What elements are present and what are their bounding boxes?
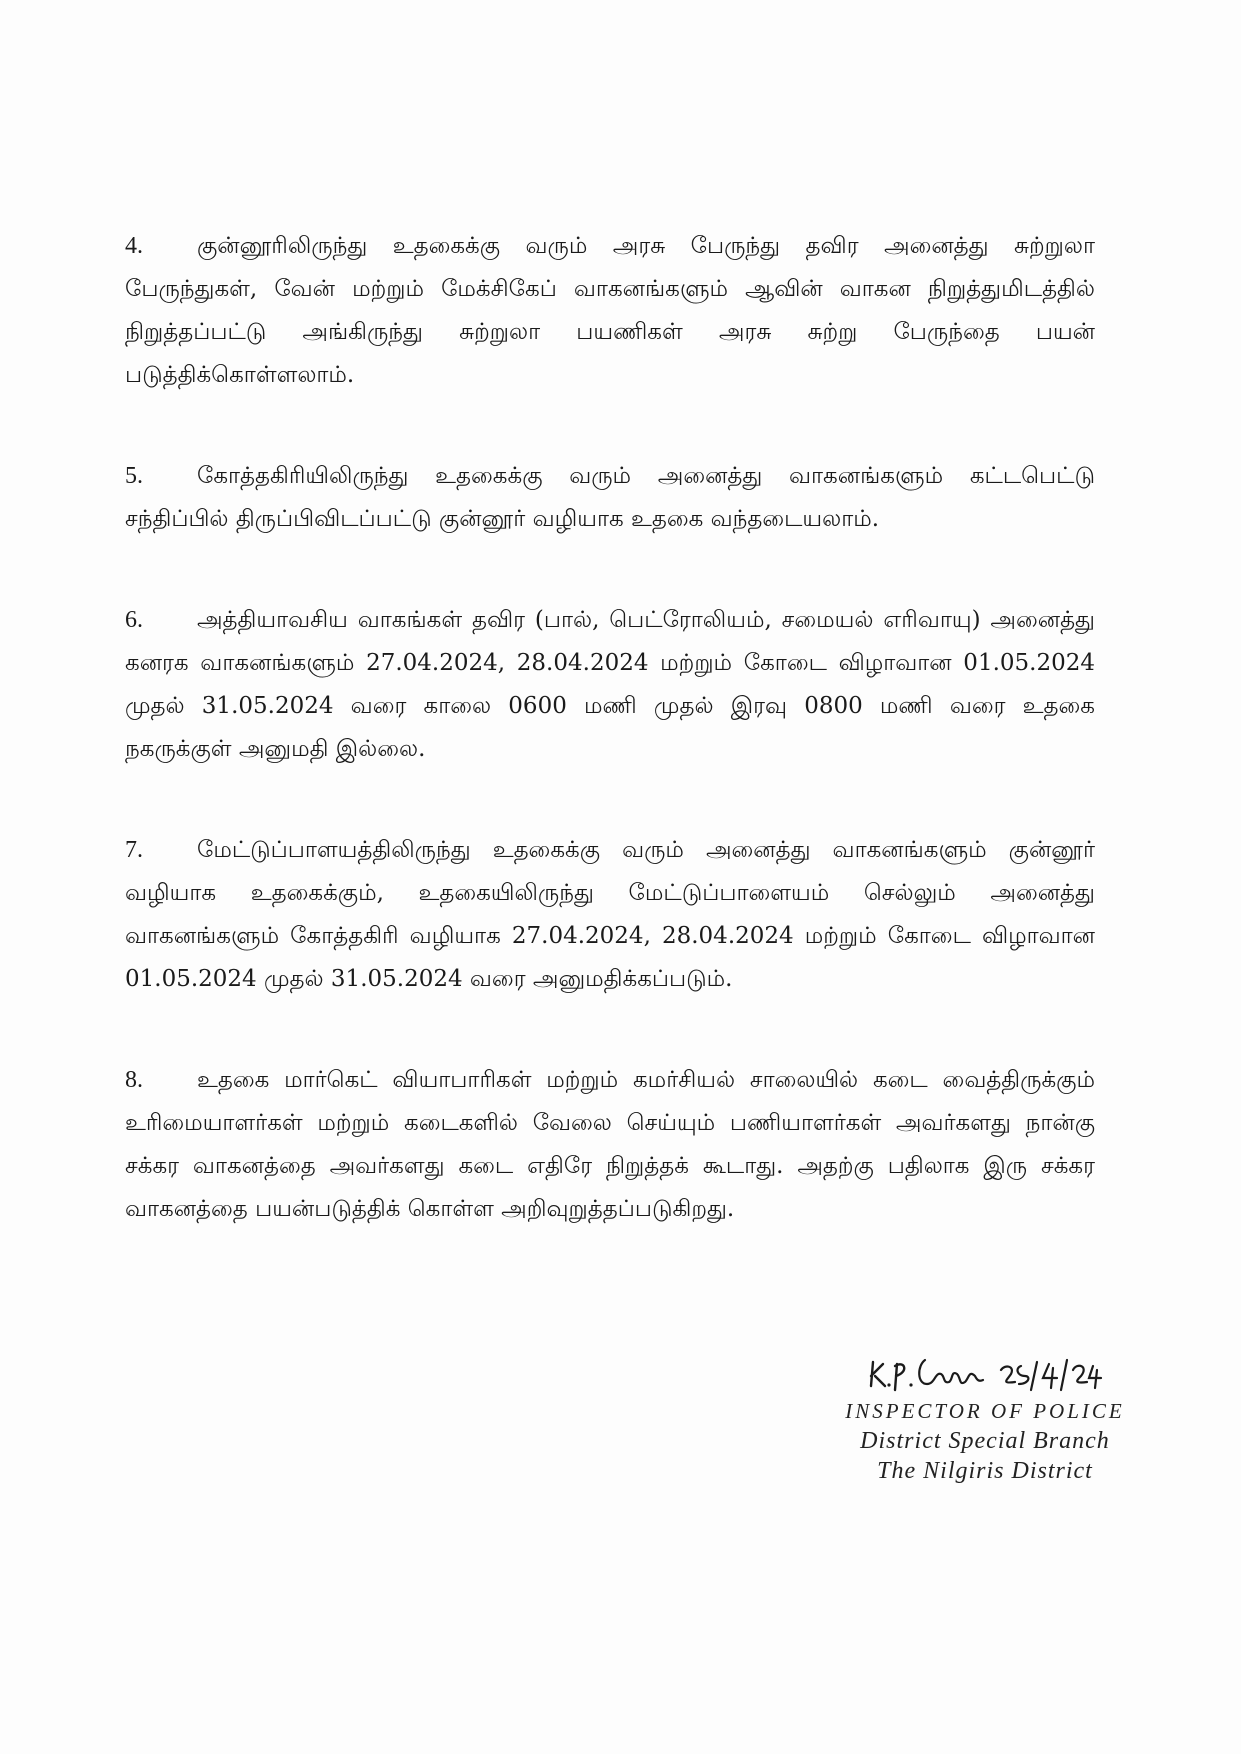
paragraph-5 [125,455,1095,541]
paragraph-6 [125,599,1095,771]
paragraph-number: 4. [125,233,143,259]
paragraph-number: 6. [125,607,143,633]
paragraph-number: 8. [125,1067,143,1093]
signatory-district: The Nilgiris District [877,1458,1093,1484]
paragraph-text: குன்னூரிலிருந்து உதகைக்கு வரும் அரசு பேருந்து தவிர அனைத்து சுற்றுலா பேருந்துகள், வேன் மற்றும் மேக்சிகேப் வாகனங்களும் ஆவின் வாகன நிறுத்துமிடத்தில் நிறுத்தப்பட்டு அங்கிருந்து சுற்றுலா பயணிகள் அரசு சுற்று பேருந்தை பயன் படுத்திக்கொள்ளலாம். [125,233,1095,388]
paragraph-text: உதகை மார்கெட் வியாபாரிகள் மற்றும் கமர்சியல் சாலையில் கடை வைத்திருக்கும் உரிமையாளர்கள் மற்றும் கடைகளில் வேலை செய்யும் பணியாளர்கள் அவர்களது நான்கு சக்கர வாகனத்தை அவர்களது கடை எதிரே நிறுத்தக் கூடாது. அதற்கு பதிலாக இரு சக்கர வாகனத்தை பயன்படுத்திக் கொள்ள அறிவுறுத்தப்படுகிறது. [125,1067,1095,1222]
signatory-unit: District Special Branch [860,1428,1110,1454]
paragraph-number: 7. [125,837,143,863]
signatory-title: INSPECTOR OF POLICE [845,1399,1125,1423]
paragraph-text: மேட்டுப்பாளயத்திலிருந்து உதகைக்கு வரும் அனைத்து வாகனங்களும் குன்னூர் வழியாக உதகைக்கும், உதகையிலிருந்து மேட்டுப்பாளையம் செல்லும் அனைத்து வாகனங்களும் கோத்தகிரி வழியாக 27.04.2024, 28.04.2024 மற்றும் கோடை விழாவான 01.05.2024 முதல் 31.05.2024 வரை அனுமதிக்கப்படும். [125,837,1095,992]
document-body [125,225,1095,1295]
paragraph-number: 5. [125,463,143,489]
paragraph-8 [125,1059,1095,1231]
handwritten-signature [835,1350,1135,1396]
paragraph-4 [125,225,1095,397]
paragraph-7 [125,829,1095,1001]
signature-scribble-icon [865,1350,1105,1396]
paragraph-text: கோத்தகிரியிலிருந்து உதகைக்கு வரும் அனைத்து வாகனங்களும் கட்டபெட்டு சந்திப்பில் திருப்பிவிடப்பட்டு குன்னூர் வழியாக உதகை வந்தடையலாம். [125,463,1095,532]
signature-block [835,1350,1135,1486]
paragraph-text: அத்தியாவசிய வாகங்கள் தவிர (பால், பெட்ரோலியம், சமையல் எரிவாயு) அனைத்து கனரக வாகனங்களும் 27.04.2024, 28.04.2024 மற்றும் கோடை விழாவான 01.05.2024 முதல் 31.05.2024 வரை காலை 0600 மணி முதல் இரவு 0800 மணி வரை உதகை நகருக்குள் அனுமதி இல்லை. [125,607,1095,762]
